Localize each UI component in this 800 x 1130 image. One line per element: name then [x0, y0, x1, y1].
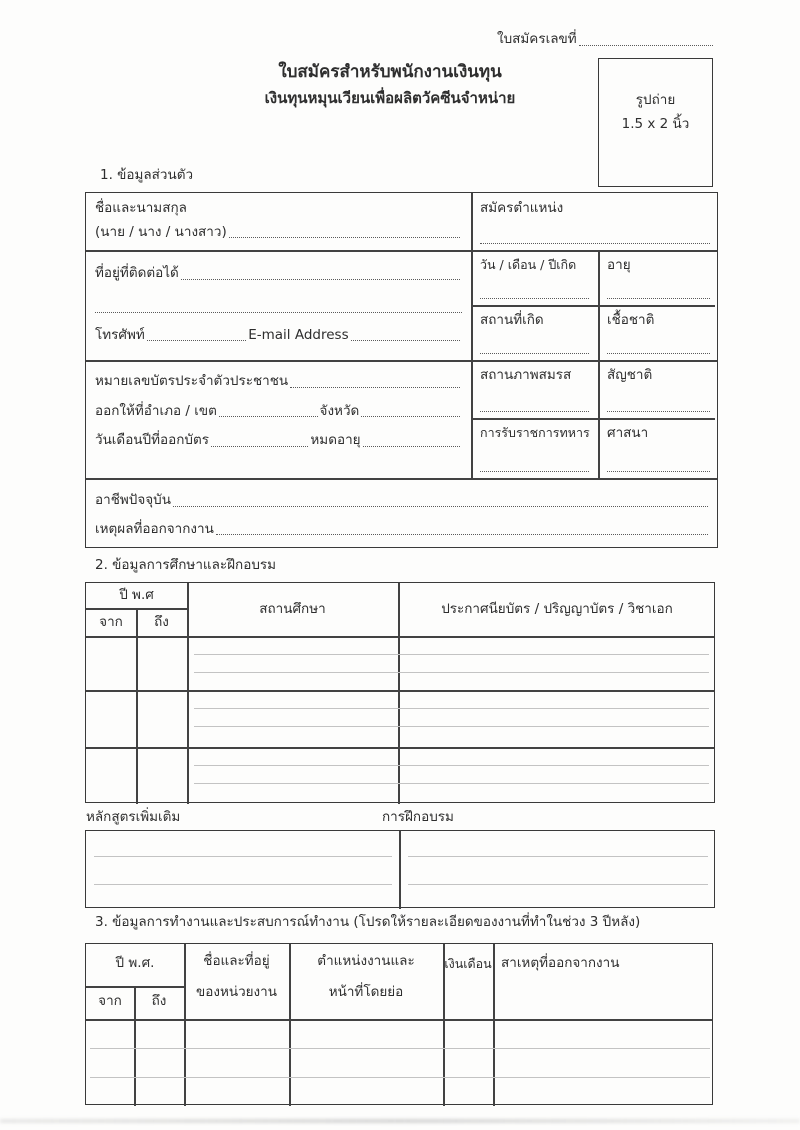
race-cell — [598, 305, 719, 360]
leaving-reason-label: เหตุผลที่ออกจากงาน — [95, 520, 214, 537]
photo-box-size: 1.5 x 2 นิ้ว — [621, 115, 690, 132]
birthplace-cell — [471, 305, 598, 360]
occupation-cell — [86, 478, 719, 549]
dob-label: วัน / เดือน / ปีเกิด — [480, 257, 577, 272]
education-table — [85, 582, 715, 803]
application-number-label: ใบสมัครเลขที่ — [497, 31, 577, 47]
personal-info-table — [85, 192, 718, 548]
issue-date-label: วันเดือนปีที่ออกบัตร — [95, 432, 209, 449]
id-number-label: หมายเลขบัตรประจำตัวประชาชน — [95, 373, 289, 389]
position-applied-label: สมัครตำแหน่ง — [480, 200, 564, 216]
grid-line — [399, 831, 401, 909]
province-label: จังหวัด — [319, 402, 360, 419]
issued-at-label: ออกให้ที่อำเภอ / เขต — [95, 402, 217, 419]
writing-line — [194, 726, 709, 727]
email-label: E-mail Address — [248, 326, 349, 343]
grid-line — [136, 608, 138, 804]
form-subtitle: เงินทุนหมุนเวียนเพื่อผลิตวัคซีนจำหน่าย — [264, 89, 516, 107]
education-certificate-header: ประกาศนียบัตร / ปริญญาบัตร / วิชาเอก — [441, 601, 673, 617]
issue-date-blank — [211, 445, 308, 447]
religion-cell — [598, 418, 719, 478]
leaving-reason-blank — [216, 533, 708, 535]
current-occupation-label: อาชีพปัจจุบัน — [95, 492, 171, 508]
address-blank-2 — [95, 311, 462, 313]
marital-status-blank — [480, 410, 589, 412]
writing-line — [94, 884, 392, 885]
email-blank — [351, 339, 460, 341]
writing-line — [194, 783, 709, 784]
name-blank — [229, 236, 460, 238]
address-cell — [86, 250, 471, 360]
writing-line — [194, 708, 709, 709]
name-prefix-label: (นาย / นาง / นางสาว) — [95, 223, 227, 240]
race-label: เชื้อชาติ — [607, 312, 655, 328]
expiry-label: หมดอายุ — [310, 432, 361, 449]
work-org-header-line1: ชื่อและที่อยู่ — [203, 953, 270, 969]
work-to-header: ถึง — [151, 993, 167, 1009]
work-org-header — [184, 950, 289, 1019]
work-position-header-line1: ตำแหน่งงานและ — [317, 953, 415, 969]
photo-box — [598, 58, 713, 187]
expiry-blank — [363, 445, 460, 447]
education-from-header: จาก — [99, 614, 123, 630]
writing-line — [90, 1077, 710, 1078]
address-label: ที่อยู่ที่ติดต่อได้ — [95, 265, 179, 281]
phone-blank — [147, 339, 246, 341]
photo-box-label: รูปถ่าย — [635, 92, 676, 108]
section3-heading: 3. ข้อมูลการทำงานและประสบการณ์ทำงาน (โปรดให้รายละเอียดของงานที่ทำในช่วง 3 ปีหลัง) — [95, 914, 641, 930]
phone-label: โทรศัพท์ — [95, 326, 145, 343]
age-blank — [607, 297, 710, 299]
dob-blank — [480, 297, 589, 299]
application-number-blank — [579, 44, 713, 46]
id-number-blank — [290, 386, 460, 388]
age-cell — [598, 250, 719, 305]
position-applied-blank — [480, 242, 710, 244]
military-service-cell — [471, 418, 598, 478]
writing-line — [194, 654, 709, 655]
grid-line — [86, 690, 714, 692]
nationality-blank — [607, 410, 710, 412]
military-service-label: การรับราชการทหาร — [480, 425, 590, 440]
extra-courses-training-box — [85, 830, 715, 908]
writing-line — [194, 765, 709, 766]
name-cell — [86, 193, 471, 250]
id-card-cell — [86, 360, 471, 478]
writing-line — [90, 1048, 710, 1049]
education-to-header: ถึง — [154, 614, 169, 630]
work-position-header — [289, 950, 443, 1019]
writing-line — [408, 884, 708, 885]
writing-line — [194, 672, 709, 673]
race-blank — [607, 352, 710, 354]
marital-status-cell — [471, 360, 598, 418]
military-service-blank — [480, 470, 589, 472]
birthplace-label: สถานที่เกิด — [480, 312, 544, 328]
issued-at-blank — [219, 415, 318, 417]
work-salary-header: เงินเดือน — [444, 956, 492, 971]
education-school-header: สถานศึกษา — [259, 601, 326, 617]
marital-status-label: สถานภาพสมรส — [480, 367, 572, 383]
work-year-header: ปี พ.ศ. — [115, 955, 155, 971]
work-org-header-line2: ของหน่วยงาน — [196, 983, 277, 1000]
religion-label: ศาสนา — [607, 425, 649, 441]
work-from-header: จาก — [98, 993, 122, 1009]
work-reason-header: สาเหตุที่ออกจากงาน — [501, 955, 620, 971]
name-label: ชื่อและนามสกุล — [95, 200, 187, 216]
training-label: การฝึกอบรม — [382, 809, 454, 825]
education-year-header: ปี พ.ศ — [119, 587, 154, 603]
age-label: อายุ — [607, 257, 631, 273]
grid-line — [86, 747, 714, 749]
nationality-label: สัญชาติ — [607, 367, 653, 383]
current-occupation-blank — [173, 505, 708, 507]
work-position-header-line2: หน้าที่โดยย่อ — [328, 983, 404, 1000]
work-experience-table — [85, 943, 713, 1105]
scan-artifact — [0, 1119, 800, 1123]
grid-line — [86, 636, 714, 638]
address-blank — [181, 278, 460, 280]
nationality-cell — [598, 360, 719, 418]
grid-line — [86, 1019, 712, 1021]
birthplace-blank — [480, 352, 589, 354]
province-blank — [361, 415, 460, 417]
dob-cell — [471, 250, 598, 305]
section2-heading: 2. ข้อมูลการศึกษาและฝึกอบรม — [95, 557, 277, 573]
writing-line — [94, 856, 392, 857]
religion-blank — [607, 470, 710, 472]
application-number-line — [497, 30, 715, 50]
writing-line — [408, 856, 708, 857]
position-applied-cell — [471, 193, 719, 250]
form-title: ใบสมัครสำหรับพนักงานเงินทุน — [278, 62, 502, 82]
section1-heading: 1. ข้อมูลส่วนตัว — [100, 167, 194, 183]
extra-courses-label: หลักสูตรเพิ่มเติม — [86, 809, 181, 825]
